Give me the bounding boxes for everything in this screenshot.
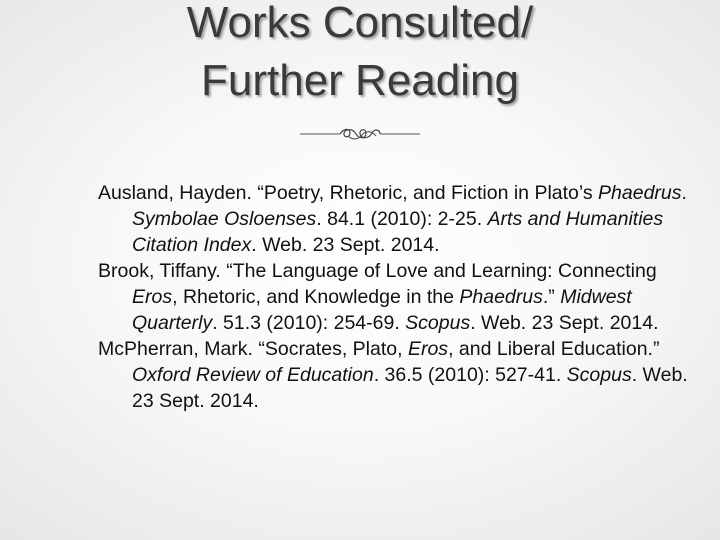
reference-journal: Oxford Review of Education: [132, 364, 374, 386]
reference-title: “Poetry, Rhetoric, and Fiction in Plato’s: [257, 182, 599, 204]
reference-journal: Symbolae Osloenses: [132, 208, 317, 230]
reference-journal: Midwest Quarterly: [132, 286, 632, 334]
reference-database: Scopus: [405, 312, 471, 334]
reference-item: [98, 336, 698, 414]
reference-author: Ausland, Hayden.: [98, 182, 258, 204]
reference-details: . 84.1 (2010): 2-25.: [316, 208, 488, 230]
reference-title-part: “Socrates, Plato,: [258, 338, 408, 360]
reference-details: . 36.5 (2010): 527-41.: [373, 364, 567, 386]
slide-title-line-1: Works Consulted/: [186, 0, 534, 47]
reference-author: Brook, Tiffany.: [98, 260, 227, 282]
reference-title-part: , Rhetoric, and Knowledge in the: [172, 286, 460, 308]
reference-list: [98, 180, 698, 414]
slide-title: [0, 0, 720, 110]
reference-database: Scopus: [566, 364, 632, 386]
slide-title-line-2: Further Reading: [201, 56, 519, 105]
reference-access: . Web. 23 Sept. 2014.: [251, 234, 440, 256]
reference-item: [98, 180, 698, 258]
reference-access: . Web. 23 Sept. 2014.: [470, 312, 659, 334]
reference-separator: .: [681, 182, 687, 204]
reference-work: Phaedrus: [598, 182, 682, 204]
reference-details: . 51.3 (2010): 254-69.: [212, 312, 406, 334]
reference-title-part: , and Liberal Education.”: [448, 338, 660, 360]
reference-separator: .”: [542, 286, 561, 308]
reference-title-part: “The Language of Love and Learning: Connecting: [226, 260, 657, 282]
scroll-flourish-icon: [296, 124, 424, 144]
reference-access: . Web. 23 Sept. 2014.: [132, 364, 688, 412]
reference-term: Eros: [407, 338, 449, 360]
reference-item: [98, 258, 698, 336]
reference-database: Arts and Humanities Citation Index: [132, 208, 664, 256]
reference-author: McPherran, Mark.: [98, 338, 259, 360]
reference-work: Phaedrus: [459, 286, 543, 308]
reference-term: Eros: [132, 286, 173, 308]
